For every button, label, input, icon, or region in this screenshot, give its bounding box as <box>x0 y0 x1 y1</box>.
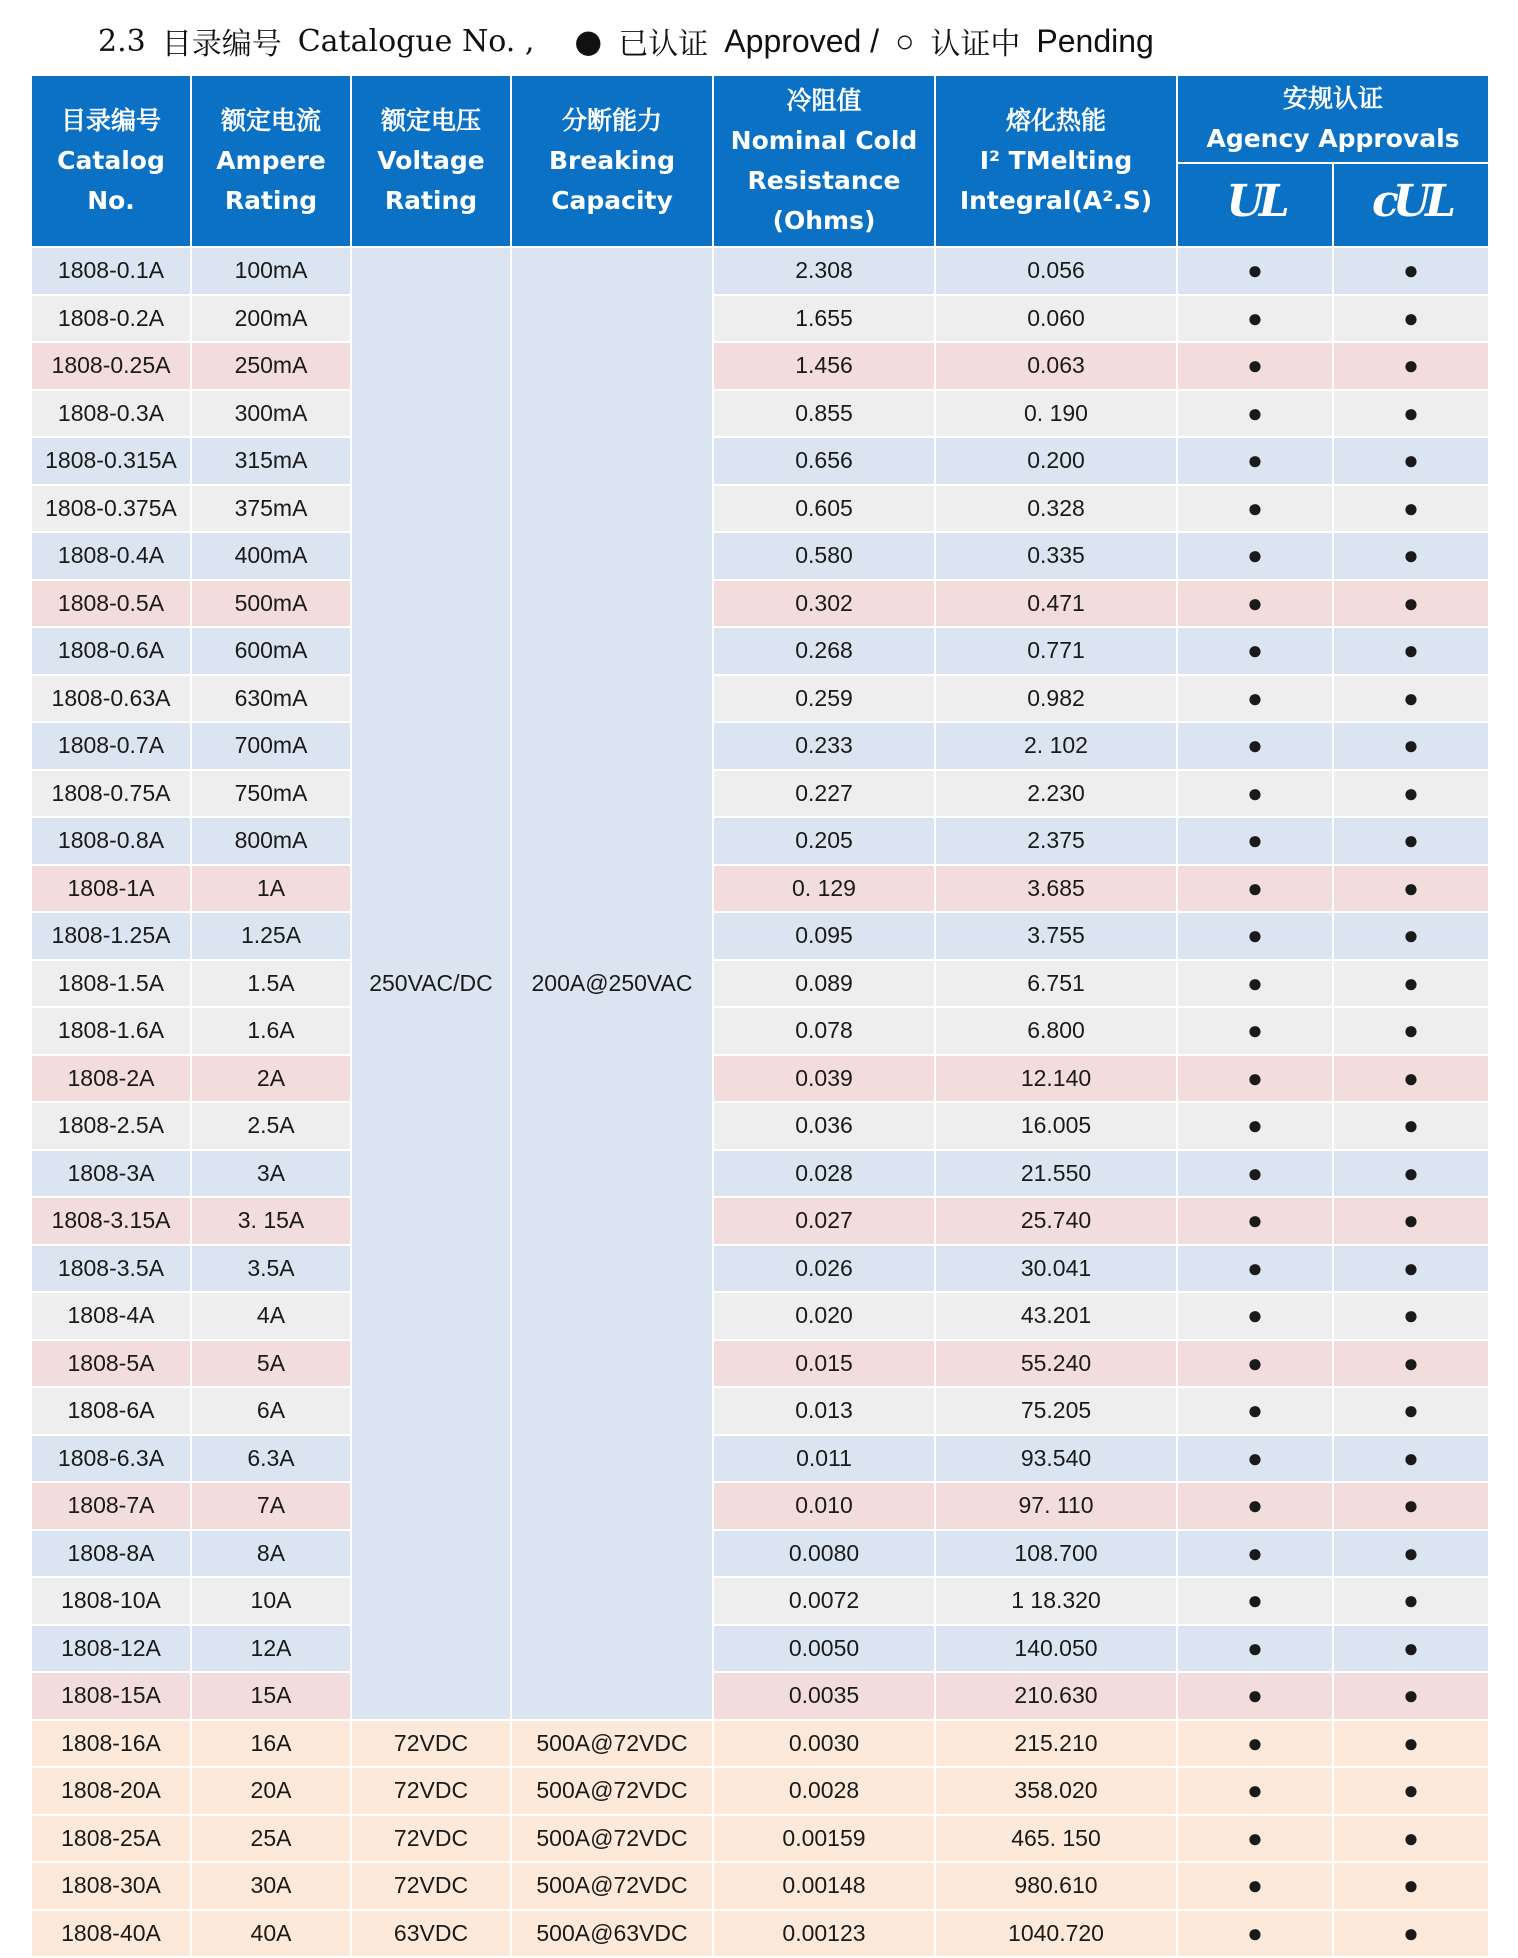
melting-cell: 0.335 <box>935 532 1177 580</box>
resistance-cell: 0.0050 <box>713 1625 935 1673</box>
resistance-cell: 0.089 <box>713 960 935 1008</box>
cul-approved-icon: ● <box>1333 1197 1489 1245</box>
catalog-cell: 1808-12A <box>31 1625 191 1673</box>
melting-cell: 1 18.320 <box>935 1577 1177 1625</box>
cul-approved-icon: ● <box>1333 1577 1489 1625</box>
ampere-cell: 10A <box>191 1577 351 1625</box>
catalog-cell: 1808-0.2A <box>31 295 191 343</box>
breaking-cell: 500A@72VDC <box>511 1767 713 1815</box>
ampere-cell: 1A <box>191 865 351 913</box>
section-heading <box>98 18 1154 64</box>
ampere-cell: 5A <box>191 1340 351 1388</box>
table-row <box>31 1435 1489 1483</box>
cul-approved-icon: ● <box>1333 912 1489 960</box>
melting-cell: 6.751 <box>935 960 1177 1008</box>
ampere-cell: 6A <box>191 1387 351 1435</box>
ampere-cell: 1.5A <box>191 960 351 1008</box>
resistance-cell: 0.656 <box>713 437 935 485</box>
resistance-cell: 1.655 <box>713 295 935 343</box>
table-row <box>31 1815 1489 1863</box>
ampere-cell: 8A <box>191 1530 351 1578</box>
melting-cell: 12.140 <box>935 1055 1177 1103</box>
resistance-cell: 0.078 <box>713 1007 935 1055</box>
table-row <box>31 1340 1489 1388</box>
resistance-cell: 0.302 <box>713 580 935 628</box>
resistance-cell: 0.036 <box>713 1102 935 1150</box>
table-row <box>31 1530 1489 1578</box>
cul-approved-icon: ● <box>1333 865 1489 913</box>
cul-approved-icon: ● <box>1333 1340 1489 1388</box>
catalog-cell: 1808-16A <box>31 1720 191 1768</box>
ul-approved-icon: ● <box>1177 770 1333 818</box>
resistance-cell: 0.0035 <box>713 1672 935 1720</box>
cul-approved-icon: ● <box>1333 1482 1489 1530</box>
ul-approved-icon: ● <box>1177 1530 1333 1578</box>
catalog-cell: 1808-0.63A <box>31 675 191 723</box>
resistance-cell: 0.233 <box>713 722 935 770</box>
resistance-cell: 0.013 <box>713 1387 935 1435</box>
ampere-cell: 700mA <box>191 722 351 770</box>
melting-cell: 0.063 <box>935 342 1177 390</box>
voltage-cell: 63VDC <box>351 1910 511 1958</box>
melting-cell: 0.328 <box>935 485 1177 533</box>
melting-cell: 75.205 <box>935 1387 1177 1435</box>
ul-approved-icon: ● <box>1177 1625 1333 1673</box>
ul-approved-icon: ● <box>1177 675 1333 723</box>
resistance-cell: 0.039 <box>713 1055 935 1103</box>
catalog-cell: 1808-0.75A <box>31 770 191 818</box>
ampere-cell: 500mA <box>191 580 351 628</box>
ampere-cell: 15A <box>191 1672 351 1720</box>
table-row <box>31 1625 1489 1673</box>
resistance-cell: 0.010 <box>713 1482 935 1530</box>
catalog-cell: 1808-0.315A <box>31 437 191 485</box>
cul-approved-icon: ● <box>1333 1767 1489 1815</box>
ampere-cell: 7A <box>191 1482 351 1530</box>
cul-approved-icon: ● <box>1333 1150 1489 1198</box>
pending-symbol: ○ <box>895 22 915 59</box>
ampere-cell: 800mA <box>191 817 351 865</box>
melting-cell: 465. 150 <box>935 1815 1177 1863</box>
pending-cn: 认证中 <box>930 27 1021 62</box>
resistance-cell: 0.855 <box>713 390 935 438</box>
ampere-cell: 630mA <box>191 675 351 723</box>
table-row <box>31 1672 1489 1720</box>
table-row <box>31 1197 1489 1245</box>
resistance-cell: 0. 129 <box>713 865 935 913</box>
table-row <box>31 960 1489 1008</box>
ul-approved-icon: ● <box>1177 1435 1333 1483</box>
approved-symbol: ● <box>574 22 603 60</box>
ampere-cell: 1.25A <box>191 912 351 960</box>
table-row <box>31 342 1489 390</box>
header-breaking: 分断能力 Breaking Capacity <box>511 75 713 247</box>
table-row <box>31 295 1489 343</box>
table-row <box>31 865 1489 913</box>
voltage-cell: 72VDC <box>351 1767 511 1815</box>
cul-approved-icon: ● <box>1333 1625 1489 1673</box>
table-row <box>31 770 1489 818</box>
melting-cell: 16.005 <box>935 1102 1177 1150</box>
catalog-cell: 1808-0.4A <box>31 532 191 580</box>
ul-approved-icon: ● <box>1177 1720 1333 1768</box>
ul-approved-icon: ● <box>1177 1102 1333 1150</box>
melting-cell: 3.685 <box>935 865 1177 913</box>
ampere-cell: 315mA <box>191 437 351 485</box>
ul-approved-icon: ● <box>1177 1577 1333 1625</box>
table-row <box>31 1862 1489 1910</box>
ampere-cell: 6.3A <box>191 1435 351 1483</box>
breaking-cell: 500A@72VDC <box>511 1815 713 1863</box>
melting-cell: 6.800 <box>935 1007 1177 1055</box>
cul-approved-icon: ● <box>1333 1910 1489 1958</box>
resistance-cell: 0.227 <box>713 770 935 818</box>
ampere-cell: 200mA <box>191 295 351 343</box>
resistance-cell: 0.0072 <box>713 1577 935 1625</box>
cul-approved-icon: ● <box>1333 1007 1489 1055</box>
melting-cell: 97. 110 <box>935 1482 1177 1530</box>
cul-approved-icon: ● <box>1333 1387 1489 1435</box>
ampere-cell: 2.5A <box>191 1102 351 1150</box>
breaking-cell: 500A@72VDC <box>511 1862 713 1910</box>
melting-cell: 108.700 <box>935 1530 1177 1578</box>
cul-approved-icon: ● <box>1333 247 1489 295</box>
table-row <box>31 675 1489 723</box>
catalog-cell: 1808-0.6A <box>31 627 191 675</box>
resistance-cell: 0.0030 <box>713 1720 935 1768</box>
melting-cell: 0.060 <box>935 295 1177 343</box>
cul-approved-icon: ● <box>1333 960 1489 1008</box>
resistance-cell: 0.00148 <box>713 1862 935 1910</box>
cul-approved-icon: ● <box>1333 1102 1489 1150</box>
ul-approved-icon: ● <box>1177 247 1333 295</box>
ampere-cell: 100mA <box>191 247 351 295</box>
cul-approved-icon: ● <box>1333 532 1489 580</box>
ampere-cell: 1.6A <box>191 1007 351 1055</box>
melting-cell: 2.375 <box>935 817 1177 865</box>
catalog-cell: 1808-20A <box>31 1767 191 1815</box>
table-row <box>31 1767 1489 1815</box>
cul-approved-icon: ● <box>1333 627 1489 675</box>
ul-approved-icon: ● <box>1177 1910 1333 1958</box>
cul-approved-icon: ● <box>1333 390 1489 438</box>
melting-cell: 0. 190 <box>935 390 1177 438</box>
resistance-cell: 0.011 <box>713 1435 935 1483</box>
header-agency: 安规认证 Agency Approvals <box>1177 75 1489 163</box>
pending-en: Pending <box>1036 22 1154 59</box>
table-row <box>31 1577 1489 1625</box>
resistance-cell: 0.028 <box>713 1150 935 1198</box>
cul-approved-icon: ● <box>1333 722 1489 770</box>
ul-approved-icon: ● <box>1177 485 1333 533</box>
catalog-cell: 1808-0.7A <box>31 722 191 770</box>
catalog-cell: 1808-8A <box>31 1530 191 1578</box>
ul-approved-icon: ● <box>1177 912 1333 960</box>
ampere-cell: 600mA <box>191 627 351 675</box>
catalog-cell: 1808-4A <box>31 1292 191 1340</box>
catalog-cell: 1808-1.25A <box>31 912 191 960</box>
ul-approved-icon: ● <box>1177 1767 1333 1815</box>
melting-cell: 358.020 <box>935 1767 1177 1815</box>
table-row <box>31 817 1489 865</box>
catalog-cell: 1808-0.3A <box>31 390 191 438</box>
ampere-cell: 40A <box>191 1910 351 1958</box>
melting-cell: 0.471 <box>935 580 1177 628</box>
melting-cell: 215.210 <box>935 1720 1177 1768</box>
cul-approved-icon: ● <box>1333 1862 1489 1910</box>
breaking-merged-cell: 200A@250VAC <box>511 247 713 1720</box>
cul-approved-icon: ● <box>1333 1815 1489 1863</box>
catalog-cell: 1808-6A <box>31 1387 191 1435</box>
ul-approved-icon: ● <box>1177 295 1333 343</box>
ul-approved-icon: ● <box>1177 1482 1333 1530</box>
catalog-cell: 1808-7A <box>31 1482 191 1530</box>
table-row <box>31 1055 1489 1103</box>
resistance-cell: 0.580 <box>713 532 935 580</box>
breaking-cell: 500A@72VDC <box>511 1720 713 1768</box>
table-row <box>31 390 1489 438</box>
ampere-cell: 375mA <box>191 485 351 533</box>
resistance-cell: 1.456 <box>713 342 935 390</box>
resistance-cell: 0.268 <box>713 627 935 675</box>
ampere-cell: 3.5A <box>191 1245 351 1293</box>
catalog-cell: 1808-2.5A <box>31 1102 191 1150</box>
resistance-cell: 0.015 <box>713 1340 935 1388</box>
ul-approved-icon: ● <box>1177 1197 1333 1245</box>
resistance-cell: 0.259 <box>713 675 935 723</box>
catalog-cell: 1808-3.15A <box>31 1197 191 1245</box>
table-row <box>31 580 1489 628</box>
table-row <box>31 247 1489 295</box>
table-row <box>31 627 1489 675</box>
cul-approved-icon: ● <box>1333 675 1489 723</box>
resistance-cell: 0.026 <box>713 1245 935 1293</box>
table-row <box>31 1292 1489 1340</box>
melting-cell: 0.982 <box>935 675 1177 723</box>
cul-approved-icon: ● <box>1333 1245 1489 1293</box>
table-row <box>31 1150 1489 1198</box>
ul-approved-icon: ● <box>1177 1007 1333 1055</box>
ul-approved-icon: ● <box>1177 532 1333 580</box>
ampere-cell: 400mA <box>191 532 351 580</box>
table-row <box>31 912 1489 960</box>
table-row <box>31 722 1489 770</box>
ul-approved-icon: ● <box>1177 865 1333 913</box>
table-row <box>31 437 1489 485</box>
table-row <box>31 1387 1489 1435</box>
catalog-cell: 1808-3.5A <box>31 1245 191 1293</box>
melting-cell: 2.230 <box>935 770 1177 818</box>
header-voltage: 额定电压 Voltage Rating <box>351 75 511 247</box>
resistance-cell: 0.095 <box>713 912 935 960</box>
ul-approved-icon: ● <box>1177 580 1333 628</box>
melting-cell: 140.050 <box>935 1625 1177 1673</box>
catalog-cell: 1808-10A <box>31 1577 191 1625</box>
catalog-cell: 1808-30A <box>31 1862 191 1910</box>
ampere-cell: 4A <box>191 1292 351 1340</box>
catalog-cell: 1808-0.8A <box>31 817 191 865</box>
catalog-cell: 1808-1.6A <box>31 1007 191 1055</box>
ampere-cell: 250mA <box>191 342 351 390</box>
table-row <box>31 532 1489 580</box>
cul-approved-icon: ● <box>1333 1530 1489 1578</box>
ul-approved-icon: ● <box>1177 627 1333 675</box>
table-row <box>31 1482 1489 1530</box>
table-row <box>31 1720 1489 1768</box>
cul-approved-icon: ● <box>1333 817 1489 865</box>
title-en: Catalogue No. , <box>297 23 535 59</box>
melting-cell: 21.550 <box>935 1150 1177 1198</box>
table-row <box>31 485 1489 533</box>
ul-approved-icon: ● <box>1177 1815 1333 1863</box>
melting-cell: 2. 102 <box>935 722 1177 770</box>
catalog-cell: 1808-25A <box>31 1815 191 1863</box>
ul-approved-icon: ● <box>1177 960 1333 1008</box>
voltage-merged-cell: 250VAC/DC <box>351 247 511 1720</box>
cul-approved-icon: ● <box>1333 770 1489 818</box>
resistance-cell: 0.027 <box>713 1197 935 1245</box>
melting-cell: 0.771 <box>935 627 1177 675</box>
melting-cell: 25.740 <box>935 1197 1177 1245</box>
catalog-cell: 1808-1.5A <box>31 960 191 1008</box>
melting-cell: 93.540 <box>935 1435 1177 1483</box>
catalog-cell: 1808-0.5A <box>31 580 191 628</box>
catalog-cell: 1808-3A <box>31 1150 191 1198</box>
cul-approved-icon: ● <box>1333 485 1489 533</box>
ampere-cell: 750mA <box>191 770 351 818</box>
catalog-cell: 1808-1A <box>31 865 191 913</box>
resistance-cell: 0.0028 <box>713 1767 935 1815</box>
catalog-cell: 1808-15A <box>31 1672 191 1720</box>
melting-cell: 43.201 <box>935 1292 1177 1340</box>
ampere-cell: 2A <box>191 1055 351 1103</box>
ul-approved-icon: ● <box>1177 817 1333 865</box>
ul-logo-icon: UL <box>1177 163 1333 247</box>
table-row <box>31 1007 1489 1055</box>
catalog-cell: 1808-6.3A <box>31 1435 191 1483</box>
header-ampere: 额定电流 Ampere Rating <box>191 75 351 247</box>
header-melting: 熔化热能 I² TMelting Integral(A².S) <box>935 75 1177 247</box>
melting-cell: 980.610 <box>935 1862 1177 1910</box>
approved-en: Approved / <box>724 22 880 59</box>
table-row <box>31 1102 1489 1150</box>
title-cn: 目录编号 <box>161 27 282 62</box>
ampere-cell: 12A <box>191 1625 351 1673</box>
resistance-cell: 2.308 <box>713 247 935 295</box>
header-catalog: 目录编号 Catalog No. <box>31 75 191 247</box>
ampere-cell: 300mA <box>191 390 351 438</box>
ul-approved-icon: ● <box>1177 1055 1333 1103</box>
ul-approved-icon: ● <box>1177 342 1333 390</box>
cul-logo-icon: cUL <box>1333 163 1489 247</box>
resistance-cell: 0.020 <box>713 1292 935 1340</box>
resistance-cell: 0.0080 <box>713 1530 935 1578</box>
header-resistance: 冷阻值 Nominal Cold Resistance (Ohms) <box>713 75 935 247</box>
breaking-cell: 500A@63VDC <box>511 1910 713 1958</box>
cul-approved-icon: ● <box>1333 1720 1489 1768</box>
table-row <box>31 1245 1489 1293</box>
catalog-cell: 1808-0.25A <box>31 342 191 390</box>
resistance-cell: 0.205 <box>713 817 935 865</box>
ul-approved-icon: ● <box>1177 1862 1333 1910</box>
ul-approved-icon: ● <box>1177 722 1333 770</box>
ampere-cell: 3. 15A <box>191 1197 351 1245</box>
fuse-spec-table <box>30 74 1490 1958</box>
cul-approved-icon: ● <box>1333 1055 1489 1103</box>
ul-approved-icon: ● <box>1177 1672 1333 1720</box>
catalog-cell: 1808-2A <box>31 1055 191 1103</box>
cul-approved-icon: ● <box>1333 342 1489 390</box>
melting-cell: 210.630 <box>935 1672 1177 1720</box>
melting-cell: 30.041 <box>935 1245 1177 1293</box>
cul-approved-icon: ● <box>1333 437 1489 485</box>
ul-approved-icon: ● <box>1177 1245 1333 1293</box>
ul-approved-icon: ● <box>1177 1387 1333 1435</box>
ul-approved-icon: ● <box>1177 1340 1333 1388</box>
melting-cell: 0.200 <box>935 437 1177 485</box>
voltage-cell: 72VDC <box>351 1815 511 1863</box>
ul-approved-icon: ● <box>1177 437 1333 485</box>
ul-approved-icon: ● <box>1177 390 1333 438</box>
ampere-cell: 16A <box>191 1720 351 1768</box>
cul-approved-icon: ● <box>1333 1672 1489 1720</box>
ampere-cell: 3A <box>191 1150 351 1198</box>
cul-approved-icon: ● <box>1333 1292 1489 1340</box>
cul-approved-icon: ● <box>1333 295 1489 343</box>
catalog-cell: 1808-40A <box>31 1910 191 1958</box>
resistance-cell: 0.00159 <box>713 1815 935 1863</box>
cul-approved-icon: ● <box>1333 1435 1489 1483</box>
section-number: 2.3 <box>98 23 146 59</box>
voltage-cell: 72VDC <box>351 1720 511 1768</box>
melting-cell: 1040.720 <box>935 1910 1177 1958</box>
catalog-cell: 1808-5A <box>31 1340 191 1388</box>
resistance-cell: 0.00123 <box>713 1910 935 1958</box>
resistance-cell: 0.605 <box>713 485 935 533</box>
voltage-cell: 72VDC <box>351 1862 511 1910</box>
ampere-cell: 25A <box>191 1815 351 1863</box>
melting-cell: 55.240 <box>935 1340 1177 1388</box>
melting-cell: 3.755 <box>935 912 1177 960</box>
catalog-cell: 1808-0.1A <box>31 247 191 295</box>
ul-approved-icon: ● <box>1177 1150 1333 1198</box>
ampere-cell: 30A <box>191 1862 351 1910</box>
ampere-cell: 20A <box>191 1767 351 1815</box>
cul-approved-icon: ● <box>1333 580 1489 628</box>
table-row <box>31 1910 1489 1958</box>
catalog-cell: 1808-0.375A <box>31 485 191 533</box>
ul-approved-icon: ● <box>1177 1292 1333 1340</box>
approved-cn: 已认证 <box>618 27 709 62</box>
melting-cell: 0.056 <box>935 247 1177 295</box>
